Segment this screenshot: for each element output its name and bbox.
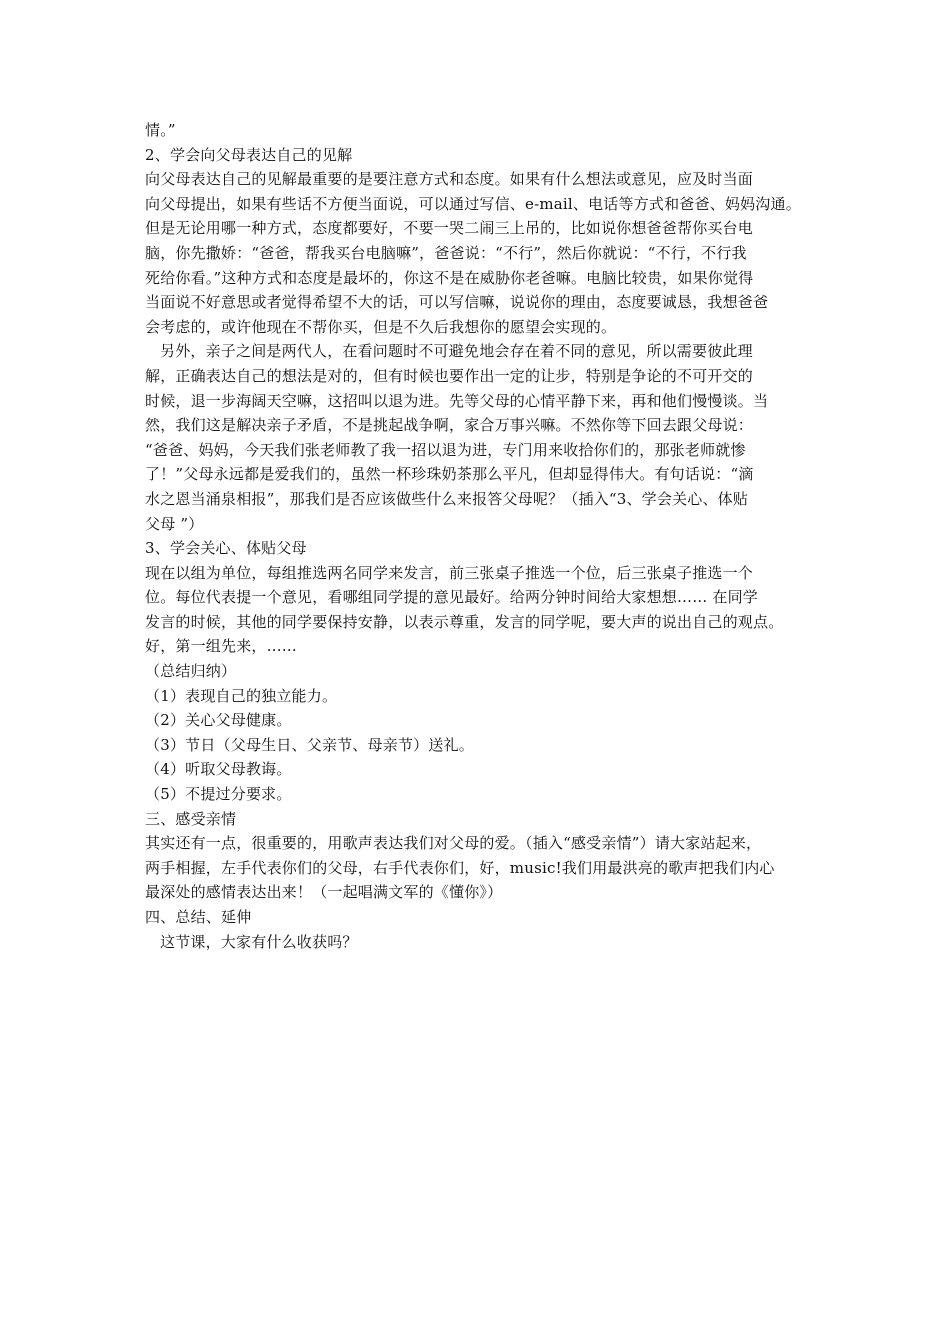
text-line: 了！”父母永远都是爱我们的，虽然一杯珍珠奶茶那么平凡，但却显得伟大。有句话说：“滴 [145, 465, 754, 484]
text-line: 好，第一组先来，…… [145, 637, 298, 656]
section-heading: 2、学会向父母表达自己的见解 [145, 145, 353, 164]
text-line: 向父母表达自己的见解最重要的是要注意方式和态度。如果有什么想法或意见，应及时当面 [145, 170, 754, 189]
document-body [145, 118, 815, 954]
text-line: 时候，退一步海阔天空嘛，这招叫以退为进。先等父母的心情平静下来，再和他们慢慢谈。当 [145, 391, 769, 410]
list-item: （5）不提过分要求。 [145, 785, 292, 804]
text-line: 这节课，大家有什么收获吗？ [160, 932, 358, 951]
section-heading: 三、感受亲情 [145, 809, 237, 828]
text-line: （总结归纳） [145, 662, 237, 681]
text-line: 位。每位代表提一个意见，看哪组同学提的意见最好。给两分钟时间给大家想想…… 在同学 [145, 588, 758, 607]
text-line: 当面说不好意思或者觉得希望不大的话，可以写信嘛，说说你的理由，态度要诚恳，我想爸爸 [145, 293, 769, 312]
text-line: 最深处的感情表达出来！（一起唱满文军的《懂你》） [145, 883, 503, 902]
text-line: 发言的时候，其他的同学要保持安静，以表示尊重，发言的同学呢，要大声的说出自己的观点。 [145, 612, 784, 631]
text-line: 情。” [145, 121, 176, 139]
text-line: 两手相握，左手代表你们的父母，右手代表你们，好，music!我们用最洪亮的歌声把我们内心 [145, 858, 775, 877]
text-line: 向父母提出，如果有些话不方便当面说，可以通过写信、e-mail、电话等方式和爸爸、妈妈沟通。 [145, 194, 801, 213]
section-heading: 四、总结、延伸 [145, 908, 252, 926]
section-heading: 3、学会关心、体贴父母 [145, 539, 307, 558]
text-line: 但是无论用哪一种方式，态度都要好，不要一哭二闹三上吊的，比如说你想爸爸帮你买台电 [145, 219, 754, 238]
text-line: 水之恩当涌泉相报”，那我们是否应该做些什么来报答父母呢？（插入“3、学会关心、体贴 [145, 489, 749, 508]
list-item: （2）关心父母健康。 [145, 711, 292, 730]
text-line: 解，正确表达自己的想法是对的，但有时候也要作出一定的让步，特别是争论的不可开交的 [145, 366, 754, 385]
text-line: 其实还有一点，很重要的，用歌声表达我们对父母的爱。（插入“感受亲情”）请大家站起来， [145, 834, 762, 853]
list-item: （1）表现自己的独立能力。 [145, 686, 338, 705]
text-line: 另外，亲子之间是两代人，在看问题时不可避免地会存在着不同的意见，所以需要彼此理 [160, 342, 753, 361]
text-line: 会考虑的，或许他现在不帮你买，但是不久后我想你的愿望会实现的。 [145, 317, 617, 336]
list-item: （3）节日（父母生日、父亲节、母亲节）送礼。 [145, 735, 474, 754]
text-line: 脑，你先撒娇：“爸爸，帮我买台电脑嘛”，爸爸说：“不行”，然后你就说：“不行，不行我 [145, 243, 747, 262]
text-line: 父母 ”） [145, 514, 204, 533]
list-item: （4）听取父母教诲。 [145, 760, 292, 779]
text-line: 然，我们这是解决亲子矛盾，不是挑起战争啊，家合万事兴嘛。不然你等下回去跟父母说： [145, 416, 754, 435]
text-line: “爸爸、妈妈，今天我们张老师教了我一招以退为进，专门用来收拾你们的，那张老师就惨 [145, 440, 746, 459]
text-line: 死给你看。”这种方式和态度是最坏的，你这不是在威胁你老爸嘛。电脑比较贵，如果你觉得 [145, 268, 754, 287]
text-line: 现在以组为单位，每组推选两名同学来发言，前三张桌子推选一个位，后三张桌子推选一个 [145, 563, 754, 582]
